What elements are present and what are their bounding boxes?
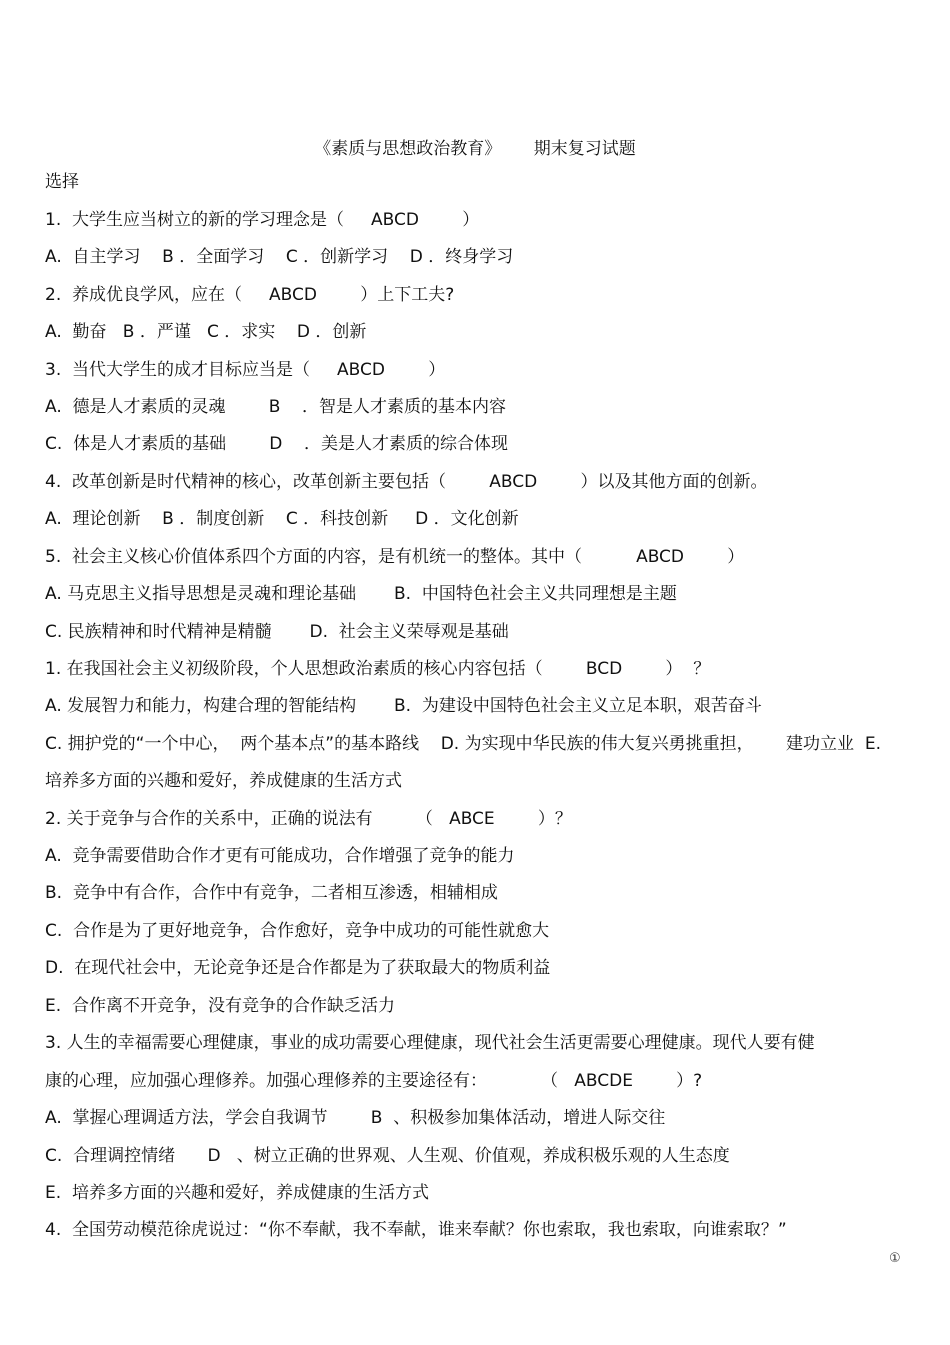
question-line: 2. 关于竞争与合作的关系中，正确的说法有 （ ABCE ）？ bbox=[45, 809, 572, 829]
option-line: A. 德是人才素质的灵魂 B ．智是人才素质的基本内容 bbox=[45, 397, 507, 417]
question-line: 1. 在我国社会主义初级阶段，个人思想政治素质的核心内容包括（ BCD ） ？ bbox=[45, 659, 711, 679]
option-line: 培养多方面的兴趣和爱好，养成健康的生活方式 bbox=[45, 771, 402, 791]
page-number: ① bbox=[889, 1251, 901, 1266]
question-line: 5. 社会主义核心价值体系四个方面的内容，是有机统一的整体。其中（ ABCD ） bbox=[45, 547, 745, 567]
option-line: C. 合作是为了更好地竞争，合作愈好，竞争中成功的可能性就愈大 bbox=[45, 921, 550, 941]
option-line: A. 马克思主义指导思想是灵魂和理论基础 B. 中国特色社会主义共同理想是主题 bbox=[45, 584, 677, 604]
option-line: E. 培养多方面的兴趣和爱好，养成健康的生活方式 bbox=[45, 1183, 429, 1203]
option-line: D. 在现代社会中，无论竞争还是合作都是为了获取最大的物质利益 bbox=[45, 958, 551, 978]
option-line: E. 合作离不开竞争，没有竞争的合作缺乏活力 bbox=[45, 996, 395, 1016]
question-line: 4. 全国劳动模范徐虎说过：“你不奉献，我不奉献，谁来奉献？你也索取，我也索取，向谁索取？” bbox=[45, 1220, 787, 1240]
question-line: 2. 养成优良学风，应在（ ABCD ）上下工夫? bbox=[45, 285, 455, 305]
option-line: C. 拥护党的“一个中心， 两个基本点”的基本路线 D. 为实现中华民族的伟大复兴勇挑重担， 建功立业 E. bbox=[45, 734, 881, 754]
option-line: B. 竞争中有合作，合作中有竞争，二者相互渗透，相辅相成 bbox=[45, 883, 498, 903]
question-line: 4. 改革创新是时代精神的核心，改革创新主要包括（ ABCD ）以及其他方面的创新。 bbox=[45, 472, 768, 492]
option-line: A. 竞争需要借助合作才更有可能成功，合作增强了竞争的能力 bbox=[45, 846, 515, 866]
question-line: 3. 当代大学生的成才目标应当是（ ABCD ） bbox=[45, 360, 446, 380]
option-line: A. 掌握心理调适方法，学会自我调节 B 、积极参加集体活动，增进人际交往 bbox=[45, 1108, 666, 1128]
option-line: C. 合理调控情绪 D 、树立正确的世界观、人生观、价值观，养成积极乐观的人生态度 bbox=[45, 1146, 730, 1166]
question-line: 康的心理，应加强心理修养。加强心理修养的主要途径有： （ ABCDE ）? bbox=[45, 1071, 703, 1091]
option-line: C. 民族精神和时代精神是精髓 D. 社会主义荣辱观是基础 bbox=[45, 622, 509, 642]
option-line: C. 体是人才素质的基础 D ．美是人才素质的综合体现 bbox=[45, 434, 509, 454]
question-line: 1. 大学生应当树立的新的学习理念是（ ABCD ） bbox=[45, 210, 480, 230]
section-heading: 选择 bbox=[45, 172, 79, 192]
option-line: A. 理论创新 B ．制度创新 C ．科技创新 D ．文化创新 bbox=[45, 509, 519, 529]
option-line: A. 勤奋 B ．严谨 C ．求实 D ．创新 bbox=[45, 322, 367, 342]
option-line: A. 发展智力和能力，构建合理的智能结构 B. 为建设中国特色社会主义立足本职，艰苦奋斗 bbox=[45, 696, 762, 716]
question-line: 3. 人生的幸福需要心理健康，事业的成功需要心理健康，现代社会生活更需要心理健康。现代人要有健 bbox=[45, 1033, 815, 1053]
document-title: 《素质与思想政治教育》 期末复习试题 bbox=[314, 139, 636, 159]
option-line: A. 自主学习 B ．全面学习 C ．创新学习 D ．终身学习 bbox=[45, 247, 514, 267]
